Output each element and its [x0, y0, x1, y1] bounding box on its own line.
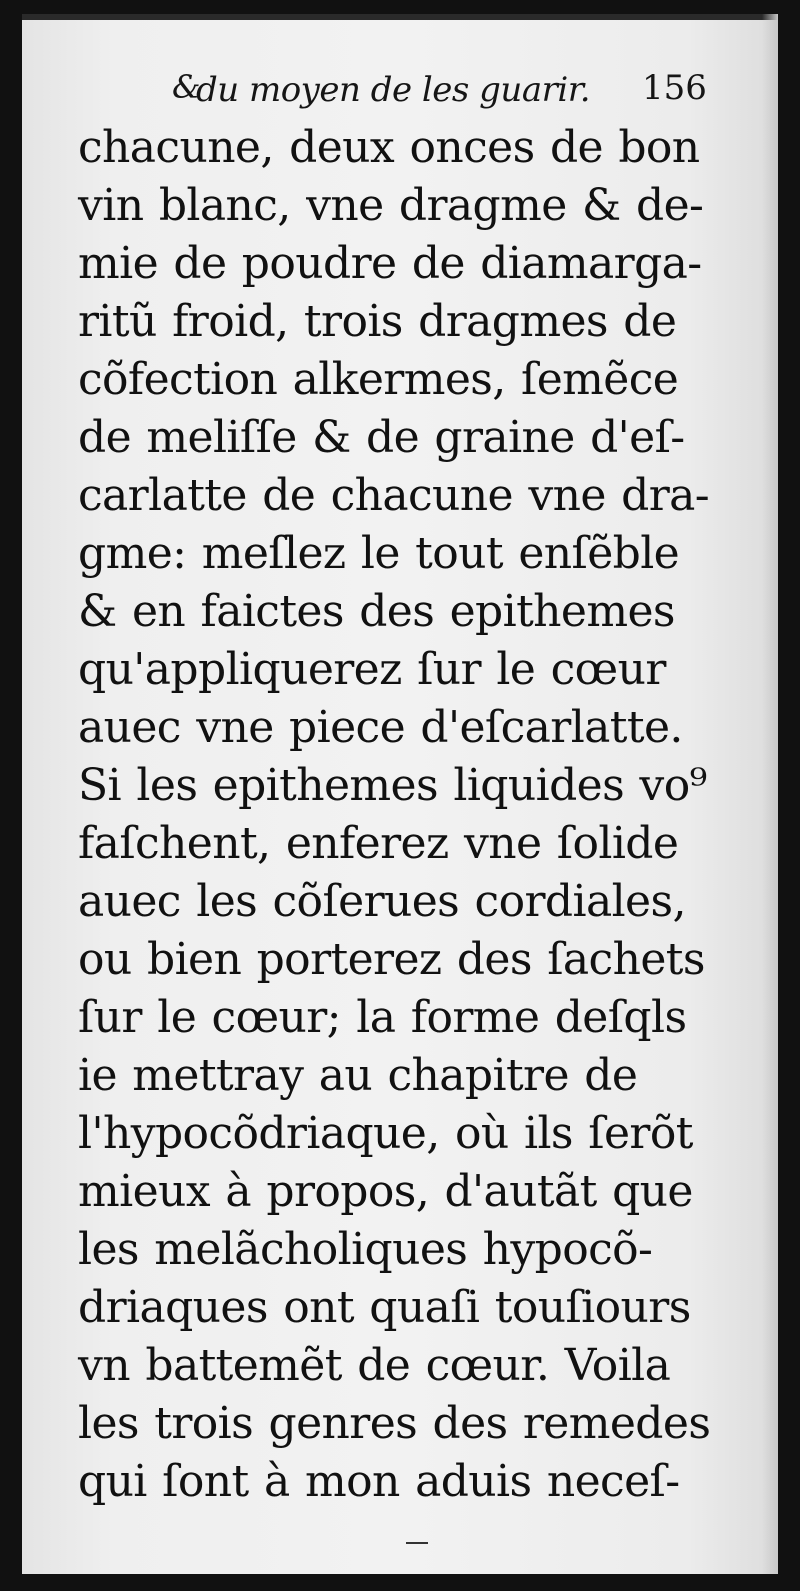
text-line: Si les epithemes liquides vo⁹	[78, 760, 707, 811]
body-text	[78, 120, 738, 1530]
text-line: cõfection alkermes, ſemẽce	[78, 354, 679, 405]
page-top-edge	[22, 14, 778, 20]
bottom-rule-mark	[406, 1542, 428, 1544]
text-line: les melãcholiques hypocõ-	[78, 1224, 653, 1275]
text-line: driaques ont quaſi touſiours	[78, 1282, 691, 1333]
text-line: mieux à propos, d'autãt que	[78, 1166, 693, 1217]
text-line: qui ſont à mon aduis neceſ-	[78, 1456, 680, 1507]
text-line: de meliſſe & de graine d'eſ-	[78, 412, 685, 463]
text-line: les trois genres des remedes	[78, 1398, 711, 1449]
book-page	[22, 14, 778, 1574]
text-line: auec les cõſerues cordiales,	[78, 876, 686, 927]
text-line: auec vne piece d'eſcarlatte.	[78, 702, 683, 753]
text-line: l'hypocõdriaque, où ils ſerõt	[78, 1108, 693, 1159]
page-number: 156	[642, 68, 707, 108]
text-line: chacune, deux onces de bon	[78, 122, 700, 173]
text-line: faſchent, enferez vne ſolide	[78, 818, 679, 869]
text-line: vn battemẽt de cœur. Voila	[78, 1340, 671, 1391]
running-head-ampersand: &	[172, 68, 201, 106]
text-line: gme: meſlez le tout enſẽble	[78, 528, 680, 579]
text-line: carlatte de chacune vne dra-	[78, 470, 710, 521]
text-line: qu'appliquerez ſur le cœur	[78, 644, 666, 695]
running-head	[172, 64, 732, 118]
running-head-title: du moyen de les guarir.	[196, 70, 591, 110]
text-line: vin blanc, vne dragme & de-	[78, 180, 704, 231]
text-line: & en faictes des epithemes	[78, 586, 675, 637]
text-line: ritũ froid, trois dragmes de	[78, 296, 677, 347]
text-line: ſur le cœur; la forme deſqls	[78, 992, 687, 1043]
text-line: ie mettray au chapitre de	[78, 1050, 638, 1101]
page-edge-shadow	[762, 14, 778, 1574]
text-line: ou bien porterez des ſachets	[78, 934, 705, 985]
text-line: mie de poudre de diamarga-	[78, 238, 702, 289]
